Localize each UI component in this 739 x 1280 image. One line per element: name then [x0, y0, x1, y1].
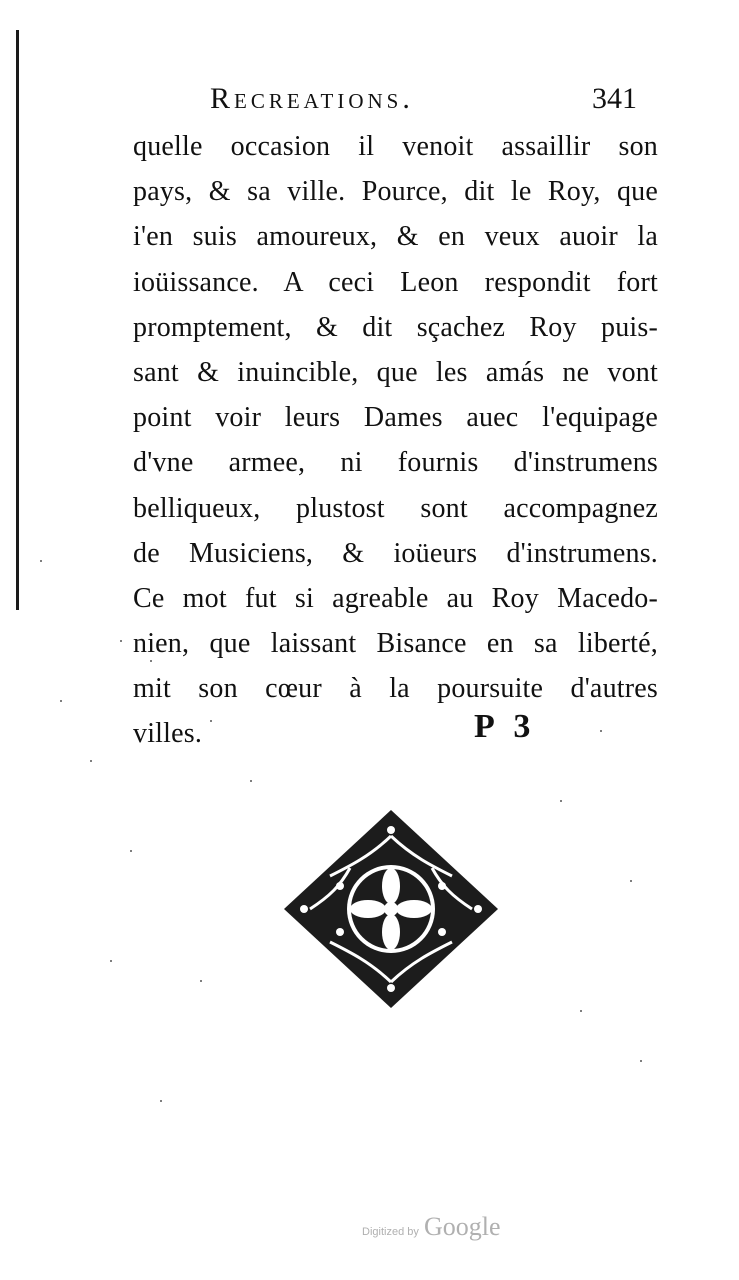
running-head: [210, 82, 660, 122]
text-line: pays, & sa ville. Pource, dit le Roy, que: [133, 176, 658, 208]
text-line: ioüissance. A ceci Leon respondit fort: [133, 266, 658, 298]
text-line: de Musiciens, & ioüeurs d'instrumens.: [133, 537, 658, 569]
signature-mark: P 3: [474, 708, 537, 745]
text-line: mit son cœur à la poursuite d'autres: [133, 673, 658, 705]
digitized-by-label: Digitized by: [362, 1226, 419, 1238]
fleuron-ornament-icon: [280, 806, 502, 1012]
text-line: sant & inuincible, que les amás ne vont: [133, 356, 658, 388]
text-line: Ce mot fut si agreable au Roy Macedo-: [133, 582, 658, 614]
text-line: quelle occasion il venoit assaillir son: [133, 131, 658, 162]
page-edge-rule: [16, 30, 19, 610]
digitized-watermark: [362, 1212, 522, 1246]
text-line: villes.: [133, 718, 203, 750]
text-line: point voir leurs Dames auec l'equipage: [133, 402, 658, 434]
text-line: promptement, & dit sçachez Roy puis-: [133, 311, 658, 343]
text-line: i'en suis amoureux, & en veux auoir la: [133, 221, 658, 253]
google-logo: Google: [424, 1212, 501, 1241]
text-line: belliqueux, plustost sont accompagnez: [133, 492, 658, 524]
running-title: Recreations.: [210, 82, 414, 115]
text-line: nien, que laissant Bisance en sa liberté,: [133, 628, 658, 660]
page-number: 341: [592, 82, 637, 115]
text-line: d'vne armee, ni fournis d'instrumens: [133, 447, 658, 479]
body-text: [133, 124, 658, 757]
